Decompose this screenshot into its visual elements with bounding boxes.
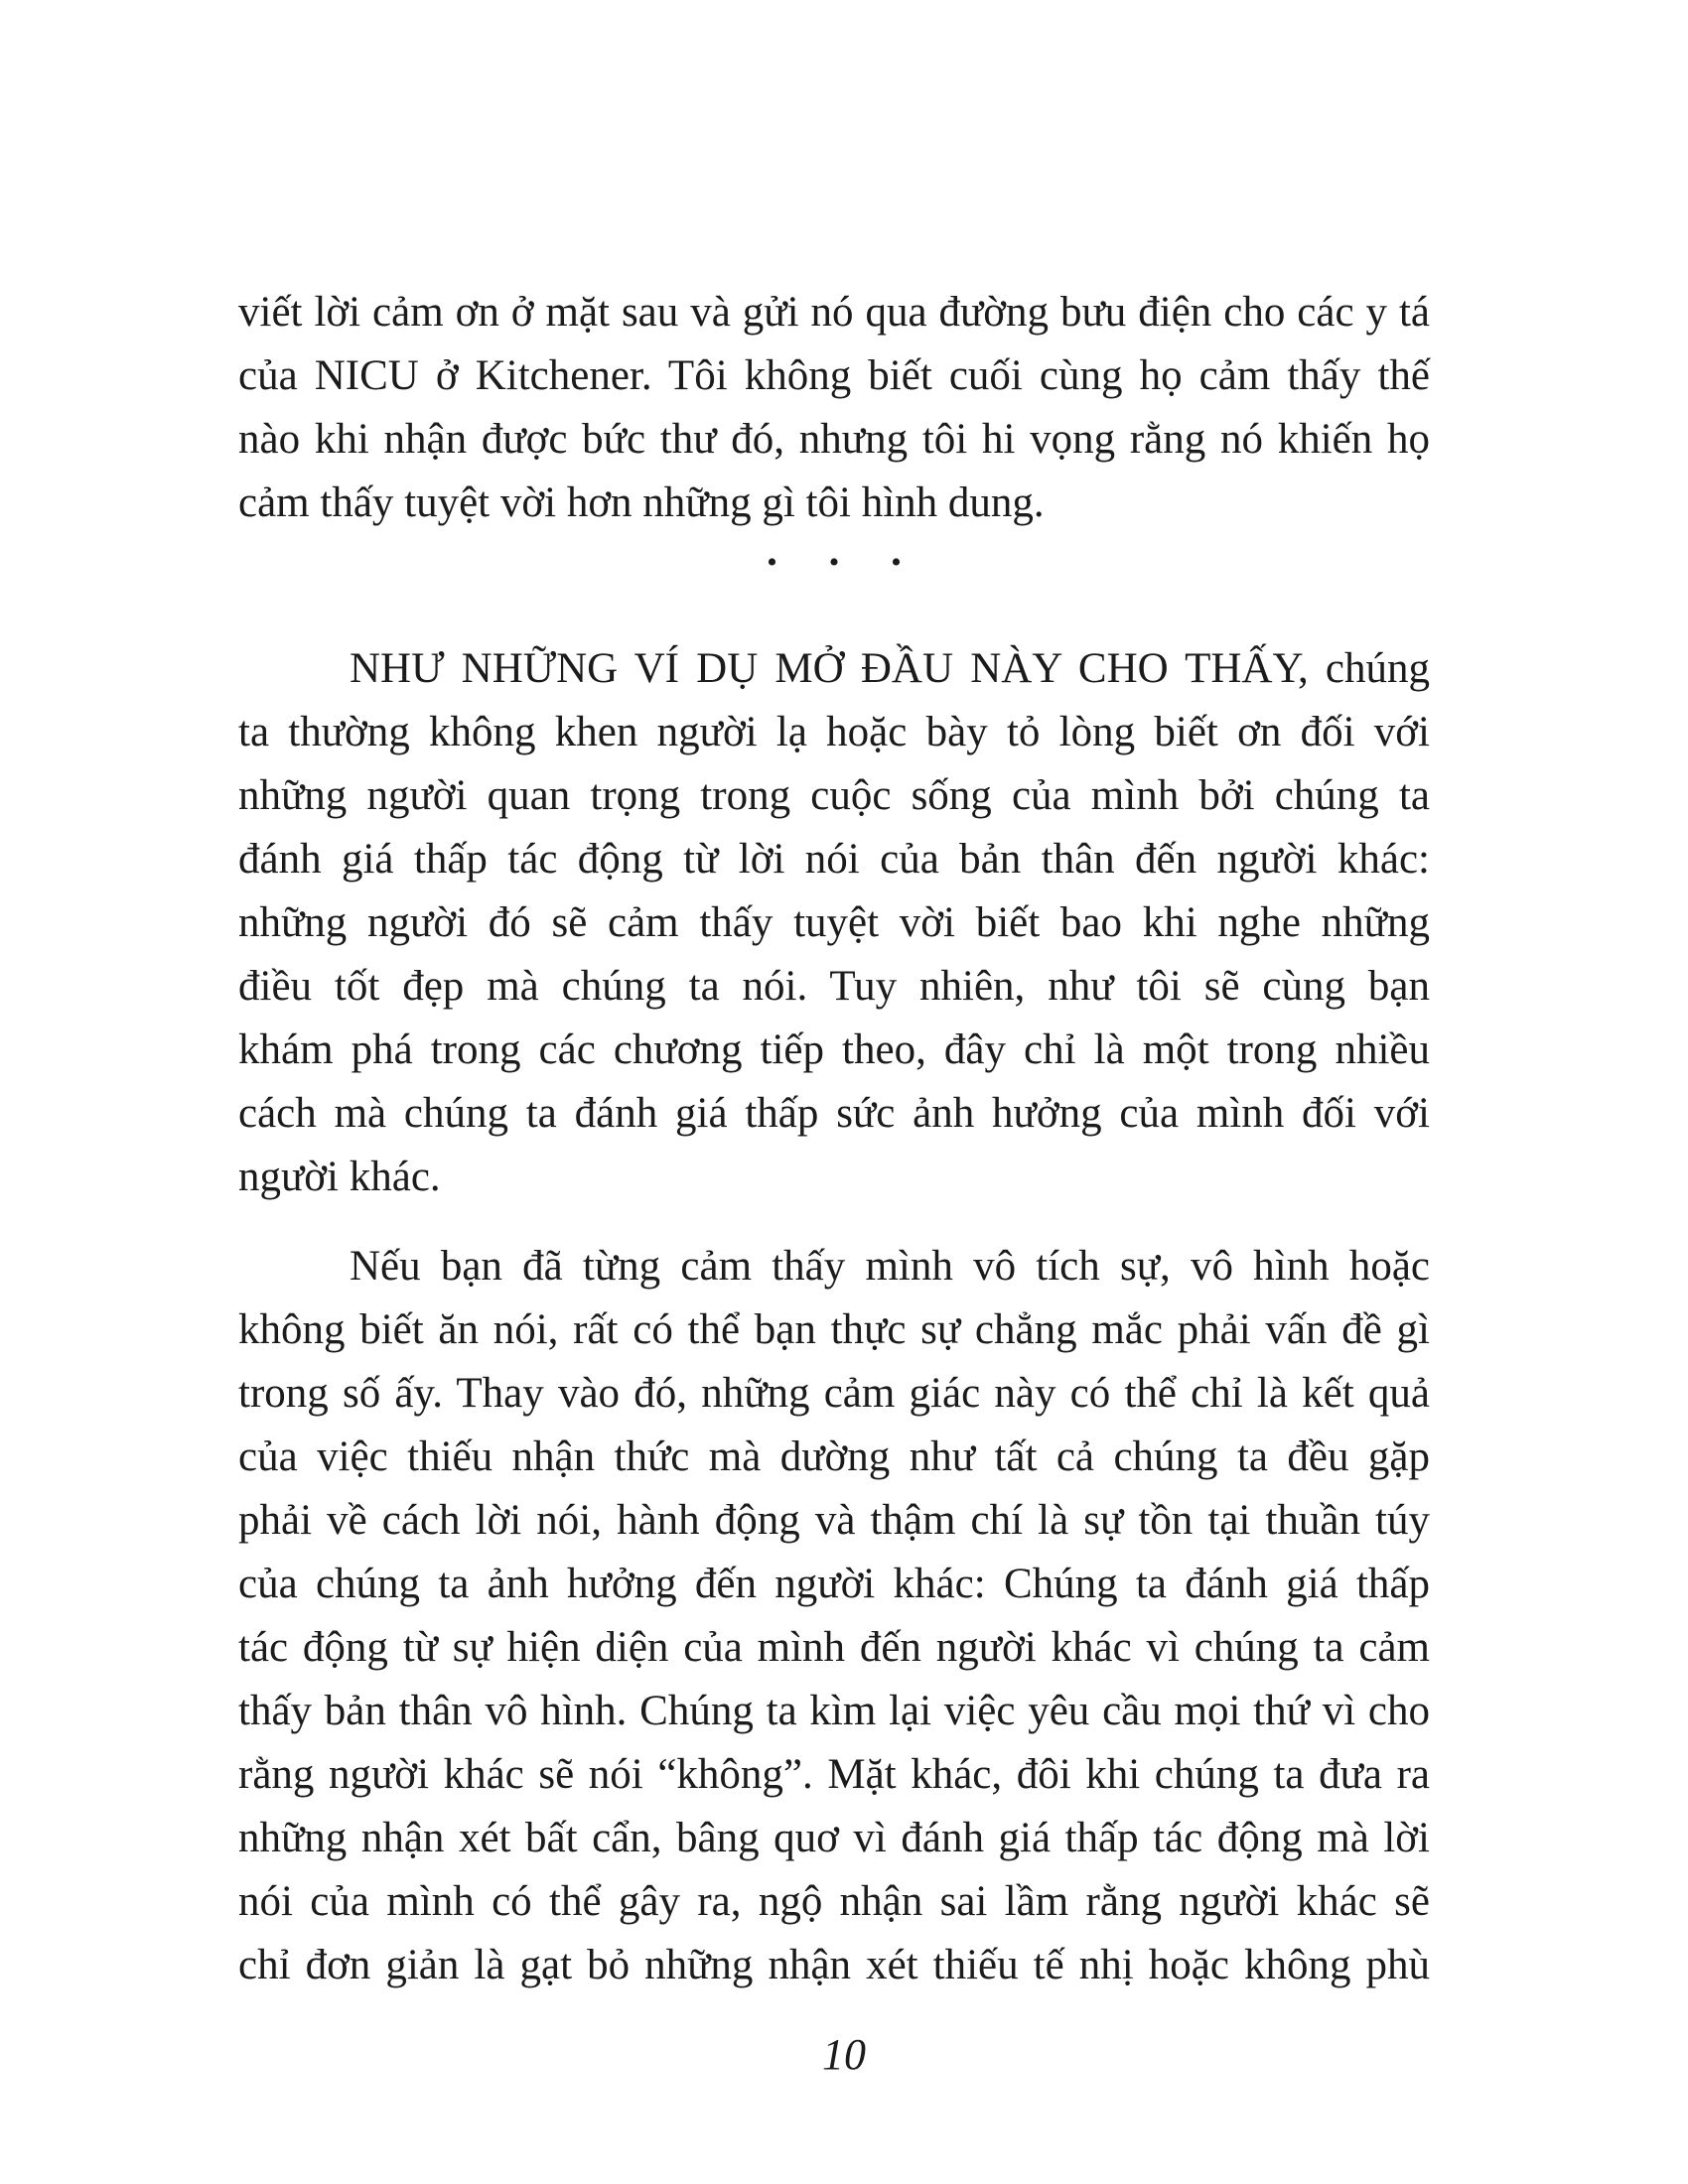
page-body	[238, 281, 1430, 1997]
text-line: NHƯ NHỮNG VÍ DỤ MỞ ĐẦU NÀY CHO THẤY, chúng	[350, 645, 1430, 692]
text-line: phải về cách lời nói, hành động và thậm chí là sự tồn tại thuần túy	[238, 1497, 1430, 1544]
text-line: của NICU ở Kitchener. Tôi không biết cuối cùng họ cảm thấy thế	[238, 352, 1430, 399]
text-line: người khác.	[238, 1154, 441, 1200]
text-line: của chúng ta ảnh hưởng đến người khác: Chúng ta đánh giá thấp	[238, 1561, 1430, 1607]
text-line: cách mà chúng ta đánh giá thấp sức ảnh hưởng của mình đối với	[238, 1090, 1430, 1137]
paragraph-1	[238, 281, 1430, 535]
text-line: cảm thấy tuyệt vời hơn những gì tôi hình dung.	[238, 479, 1045, 526]
separator-dot: •	[891, 546, 902, 579]
text-line: rằng người khác sẽ nói “không”. Mặt khác, đôi khi chúng ta đưa ra	[238, 1751, 1430, 1798]
page-number: 10	[822, 2030, 866, 2079]
text-line: ta thường không khen người lạ hoặc bày tỏ lòng biết ơn đối với	[238, 709, 1430, 755]
text-line: của việc thiếu nhận thức mà dường như tất cả chúng ta đều gặp	[238, 1433, 1430, 1480]
text-line: chỉ đơn giản là gạt bỏ những nhận xét thiếu tế nhị hoặc không phù	[238, 1942, 1430, 1988]
text-line: đánh giá thấp tác động từ lời nói của bản thân đến người khác:	[238, 836, 1430, 883]
text-line: trong số ấy. Thay vào đó, những cảm giác này có thể chỉ là kết quả	[238, 1370, 1430, 1417]
text-line: viết lời cảm ơn ở mặt sau và gửi nó qua đường bưu điện cho các y tá	[238, 289, 1430, 336]
text-line: thấy bản thân vô hình. Chúng ta kìm lại việc yêu cầu mọi thứ vì cho	[238, 1688, 1430, 1734]
text-line: điều tốt đẹp mà chúng ta nói. Tuy nhiên, như tôi sẽ cùng bạn	[238, 963, 1430, 1010]
text-line: nói của mình có thể gây ra, ngộ nhận sai lầm rằng người khác sẽ	[238, 1878, 1430, 1925]
separator-dot: •	[828, 546, 840, 579]
text-line: Nếu bạn đã từng cảm thấy mình vô tích sự, vô hình hoặc	[350, 1243, 1430, 1290]
text-line: những người quan trọng trong cuộc sống của mình bởi chúng ta	[238, 772, 1430, 819]
text-line: không biết ăn nói, rất có thể bạn thực sự chẳng mắc phải vấn đề gì	[238, 1306, 1430, 1353]
text-line: khám phá trong các chương tiếp theo, đây chỉ là một trong nhiều	[238, 1026, 1430, 1073]
paragraph-2	[238, 637, 1430, 1209]
text-line: những người đó sẽ cảm thấy tuyệt vời biết bao khi nghe những	[238, 899, 1430, 946]
text-line: những nhận xét bất cẩn, bâng quơ vì đánh giá thấp tác động mà lời	[238, 1815, 1430, 1861]
text-line: tác động từ sự hiện diện của mình đến người khác vì chúng ta cảm	[238, 1624, 1430, 1671]
paragraph-3	[238, 1235, 1430, 1997]
text-line: nào khi nhận được bức thư đó, nhưng tôi hi vọng rằng nó khiến họ	[238, 416, 1430, 463]
separator-dot: •	[767, 546, 777, 579]
section-separator	[238, 535, 1430, 590]
